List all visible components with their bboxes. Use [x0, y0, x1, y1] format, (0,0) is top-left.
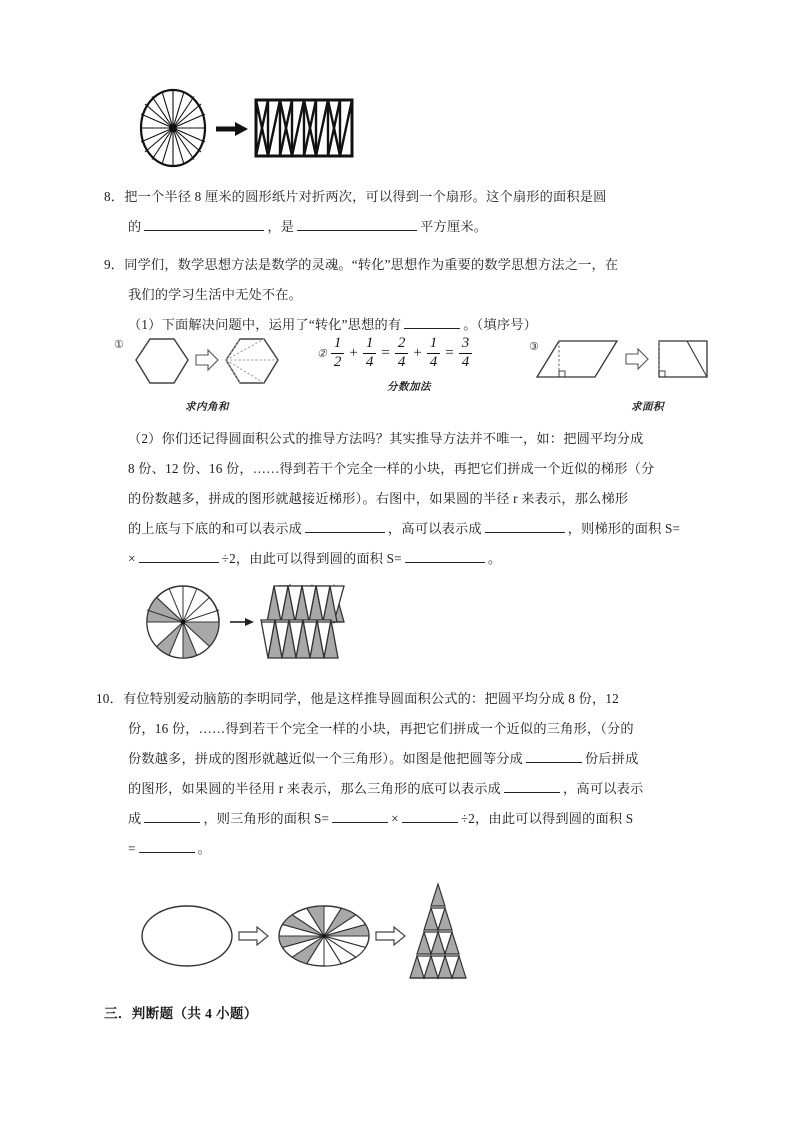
example-1-caption: 求内角和 [185, 402, 229, 413]
hexagon-to-triangles-svg [112, 333, 302, 395]
op-plus-1: + [349, 344, 358, 361]
q10-line-5 [104, 804, 704, 834]
circle-to-triangle-svg [140, 878, 470, 990]
q9-part2-text-4c: ，则梯形的面积 S= [567, 521, 681, 536]
q10-line-3 [104, 744, 704, 774]
example-2-fraction [317, 336, 507, 412]
q10-text-2: 份，16 份，……得到若干个完全一样的小块，再把它们拼成一个近似的三角形，（分的 [128, 721, 634, 736]
sectored-ellipse-icon [279, 906, 369, 966]
q8-line-2 [104, 212, 704, 242]
example-3-parallelogram [527, 333, 712, 413]
q10-text-5d: ÷2，由此可以得到圆的面积 S [460, 811, 634, 826]
example-2-marker: ② [317, 347, 327, 360]
figure-circle-to-trapezoid [138, 578, 368, 666]
example-1-marker: ① [114, 339, 124, 351]
example-2-caption: 分数加法 [387, 381, 431, 393]
q10-blank-4[interactable] [332, 808, 388, 823]
q9-part2-text-5b: ÷2，由此可以得到圆的面积 S= [221, 551, 402, 566]
q9-text-1: 同学们，数学思想方法是数学的灵魂。“转化”思想作为重要的数学思想方法之一，在 [124, 257, 619, 272]
figure-circle-to-zigzag [130, 88, 360, 168]
q10-line-6 [104, 834, 704, 864]
frac-1-4-b: $\frac{1}{4}$ [427, 336, 441, 371]
q9-part2-text-1: （2）你们还记得圆面积公式的推导方法吗？其实推导方法并不唯一，如：把圆平均分成 [128, 431, 644, 446]
circle-to-trapezoid-svg [138, 578, 368, 666]
q9-part2-line-2 [104, 454, 704, 484]
example-1-hexagon [112, 333, 302, 413]
q10-text-5a: 成 [128, 811, 142, 826]
q10-line-4 [104, 774, 704, 804]
q9-part2-blank-4[interactable] [405, 548, 485, 563]
q10-text-4b: ，高可以表示 [563, 781, 644, 796]
example-3-marker: ③ [529, 341, 539, 353]
parallelogram-to-rectangle-svg [527, 333, 712, 395]
q9-line-1 [104, 250, 704, 280]
q9-part2-line-4 [104, 514, 704, 544]
frac-2-4: $\frac{2}{4}$ [395, 336, 409, 371]
q10-text-3b: 份后拼成 [585, 751, 639, 766]
arrow-hollow-icon-4 [376, 927, 405, 945]
q8-number: 8． [104, 189, 125, 204]
q9-examples-row [112, 333, 712, 413]
q9-part2-text-2: 8 份、12 份、16 份，……得到若干个完全一样的小块，再把它们拼成一个近似的梯形（分 [128, 461, 655, 476]
q8-blank-1[interactable] [144, 216, 264, 231]
q9-part2-line-1 [104, 424, 704, 454]
frac-1-2: $\frac{1}{2}$ [331, 336, 345, 371]
q10-line-1 [96, 684, 704, 714]
arrow-right-icon-2 [230, 618, 254, 626]
q8-blank-2[interactable] [297, 216, 417, 231]
q10-text-4a: 的图形，如果圆的半径用 r 来表示，那么三角形的底可以表示成 [128, 781, 502, 796]
q9-part2-text-4b: ，高可以表示成 [388, 521, 482, 536]
q9-part2-text-5a: × [128, 551, 136, 566]
q10-number: 10． [96, 691, 123, 706]
q9-part1-blank[interactable] [404, 314, 460, 329]
op-plus-2: + [413, 344, 422, 361]
fraction-equation [317, 336, 507, 371]
q8-text-2c: 平方厘米。 [420, 219, 488, 234]
section-3-label: 三．判断题（共 4 小题） [104, 1006, 258, 1021]
q9-number: 9． [104, 257, 125, 272]
question-8 [104, 182, 704, 242]
op-eq-2: = [445, 344, 454, 361]
q9-part2-line-3 [104, 484, 704, 514]
example-3-caption: 求面积 [631, 402, 664, 413]
spoked-circle-icon [141, 90, 205, 166]
q10-blank-1[interactable] [526, 748, 582, 763]
q9-line-2 [104, 280, 704, 310]
arrow-hollow-icon-3 [239, 927, 268, 945]
q9-part2-blank-2[interactable] [485, 518, 565, 533]
q10-text-1: 有位特别爱动脑筋的李明同学，他是这样推导圆面积公式的：把圆平均分成 8 份，12 [122, 691, 619, 706]
triangle-stack-icon [410, 884, 466, 978]
q10-blank-3[interactable] [144, 808, 200, 823]
plain-ellipse-icon [142, 906, 232, 966]
q9-part1-text-a: （1）下面解决问题中，运用了“转化”思想的有 [128, 317, 402, 332]
q10-text-6a: = [128, 841, 136, 856]
q8-text-2a: 的 [128, 219, 142, 234]
q9-part2-line-5 [104, 544, 704, 574]
q10-blank-2[interactable] [504, 778, 560, 793]
q8-text-1: 把一个半径 8 厘米的圆形纸片对折两次，可以得到一个扇形。这个扇形的面积是圆 [124, 189, 607, 204]
arrow-hollow-icon-2 [626, 349, 648, 369]
arrow-hollow-icon-1 [196, 350, 218, 370]
q9-part2-text-5c: 。 [487, 551, 502, 566]
arrow-right-icon [216, 122, 248, 136]
sectored-circle-icon [147, 586, 219, 658]
section-3-header [104, 1002, 258, 1022]
q10-blank-6[interactable] [139, 838, 195, 853]
trapezoid-of-triangles-icon [254, 586, 344, 658]
q10-text-5c: × [391, 811, 399, 826]
q9-part2 [104, 424, 704, 574]
q10-blank-5[interactable] [402, 808, 458, 823]
frac-3-4: $\frac{3}{4}$ [459, 336, 473, 371]
figure-circle-to-triangle [140, 878, 470, 990]
q9-part2-text-4a: 的上底与下底的和可以表示成 [128, 521, 303, 536]
question-9 [104, 250, 704, 340]
q8-text-2b: ，是 [267, 219, 295, 234]
frac-1-4-a: $\frac{1}{4}$ [363, 336, 377, 371]
content-column [104, 182, 704, 340]
q10-line-2 [104, 714, 704, 744]
q10-text-5b: ，则三角形的面积 S= [203, 811, 330, 826]
q9-part1-text-b: 。（填序号） [463, 317, 537, 332]
q9-part2-blank-1[interactable] [305, 518, 385, 533]
q10-text-3: 份数越多，拼成的图形就越近似一个三角形）。如图是他把圆等分成 [128, 751, 524, 766]
q8-line-1 [104, 182, 704, 212]
q9-part2-blank-3[interactable] [139, 548, 219, 563]
question-10 [96, 684, 704, 864]
op-eq-1: = [381, 344, 390, 361]
q9-text-2: 我们的学习生活中无处不在。 [128, 287, 303, 302]
zigzag-strip-icon [256, 100, 352, 156]
q9-part2-text-3: 的份数越多，拼成的图形就越接近梯形）。右图中，如果圆的半径 r 来表示，那么梯形 [128, 491, 629, 506]
q10-text-6b: 。 [197, 841, 212, 856]
circle-to-zigzag-svg [130, 88, 360, 168]
